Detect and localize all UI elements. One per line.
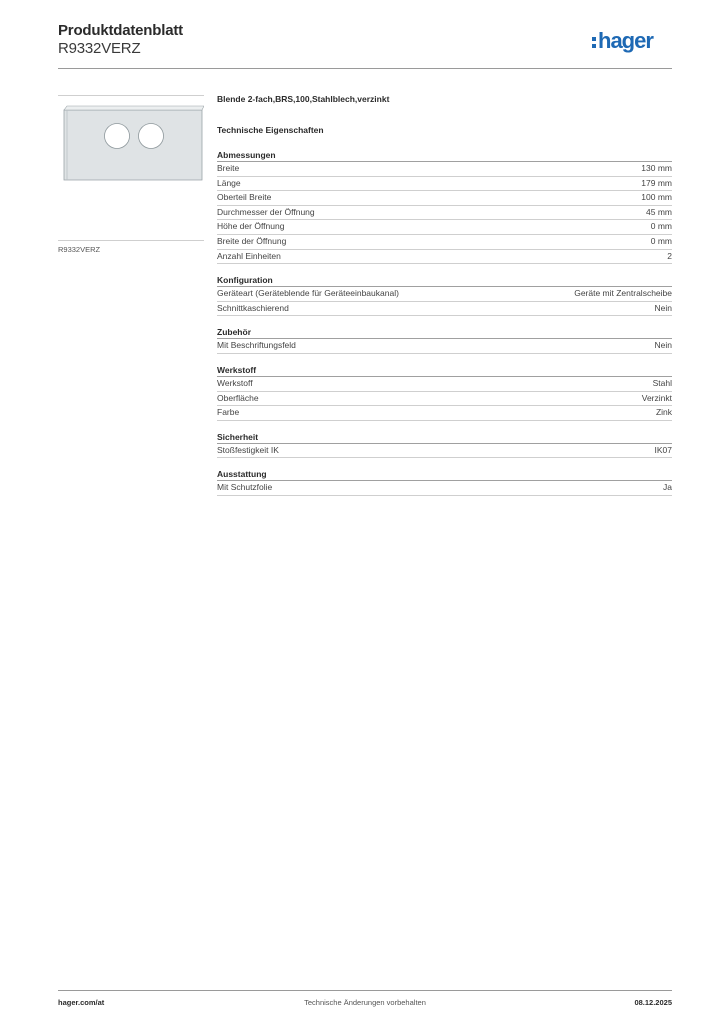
property-label: Stoßfestigkeit IK (217, 444, 279, 455)
article-number: R9332VERZ (58, 40, 141, 57)
section-konfiguration (217, 274, 672, 316)
property-label: Oberfläche (217, 392, 259, 403)
image-caption: R9332VERZ (58, 245, 101, 254)
property-row (217, 339, 672, 354)
property-row (217, 177, 672, 192)
property-label: Länge (217, 177, 241, 188)
property-value: Nein (654, 340, 672, 351)
section-heading: Zubehör (217, 326, 672, 339)
property-row (217, 235, 672, 250)
property-value: Zink (655, 407, 672, 418)
property-label: Werkstoff (217, 377, 253, 388)
footer-date: 08.12.2025 (634, 998, 672, 1007)
property-row (217, 377, 672, 392)
section-werkstoff (217, 364, 672, 421)
property-value: 100 mm (641, 192, 672, 203)
property-row (217, 444, 672, 459)
property-label: Mit Schutzfolie (217, 482, 273, 493)
section-heading: Abmessungen (217, 149, 672, 162)
property-value: 45 mm (646, 206, 672, 217)
property-value: 130 mm (641, 163, 672, 173)
property-row (217, 392, 672, 407)
product-name: Blende 2-fach,BRS,100,Stahlblech,verzinkt (217, 94, 390, 104)
section-ausstattung (217, 468, 672, 496)
section-heading: Sicherheit (217, 431, 672, 444)
footer-website: hager.com/at (58, 998, 105, 1007)
section-heading: Ausstattung (217, 468, 672, 481)
property-value: 0 mm (650, 221, 672, 232)
property-label: Mit Beschriftungsfeld (217, 340, 296, 351)
property-row (217, 481, 672, 496)
property-label: Farbe (217, 407, 240, 418)
property-label: Schnittkaschierend (217, 302, 289, 313)
property-value: 179 mm (641, 177, 672, 188)
property-label: Höhe der Öffnung (217, 221, 285, 232)
property-row (217, 287, 672, 302)
property-label: Anzahl Einheiten (217, 250, 281, 261)
property-value: IK07 (654, 444, 672, 455)
property-value: 0 mm (650, 235, 672, 246)
property-sections (217, 149, 672, 496)
section-sicherheit (217, 431, 672, 459)
footer-divider (58, 990, 672, 991)
svg-text:hager: hager (598, 28, 653, 53)
page-title: Produktdatenblatt (58, 22, 183, 39)
property-value: Nein (654, 302, 672, 313)
hager-logo (592, 28, 672, 56)
property-row (217, 250, 672, 265)
section-zubehör (217, 326, 672, 354)
property-value: Stahl (652, 377, 672, 388)
property-row (217, 162, 672, 177)
property-label: Durchmesser der Öffnung (217, 206, 315, 217)
property-label: Breite (217, 163, 240, 173)
section-heading: Werkstoff (217, 364, 672, 377)
footer-disclaimer: Technische Änderungen vorbehalten (304, 998, 426, 1007)
product-details (217, 94, 672, 506)
property-row (217, 302, 672, 317)
technical-properties-title: Technische Eigenschaften (217, 125, 324, 135)
property-value: Ja (663, 482, 672, 493)
property-row (217, 206, 672, 221)
property-row (217, 191, 672, 206)
header-divider (58, 68, 672, 69)
page-footer (58, 998, 672, 1012)
property-label: Breite der Öffnung (217, 235, 287, 246)
property-label: Oberteil Breite (217, 192, 272, 203)
product-image (58, 95, 204, 241)
property-row (217, 406, 672, 421)
property-value: 2 (667, 250, 672, 261)
section-heading: Konfiguration (217, 274, 672, 287)
property-value: Verzinkt (641, 392, 672, 403)
page-header (58, 22, 183, 58)
section-abmessungen (217, 149, 672, 264)
cover-plate-illustration (58, 96, 204, 240)
property-value: Geräte mit Zentralscheibe (574, 288, 672, 299)
property-row (217, 220, 672, 235)
property-label: Geräteart (Geräteblende für Geräteeinbaukanal) (217, 288, 399, 299)
